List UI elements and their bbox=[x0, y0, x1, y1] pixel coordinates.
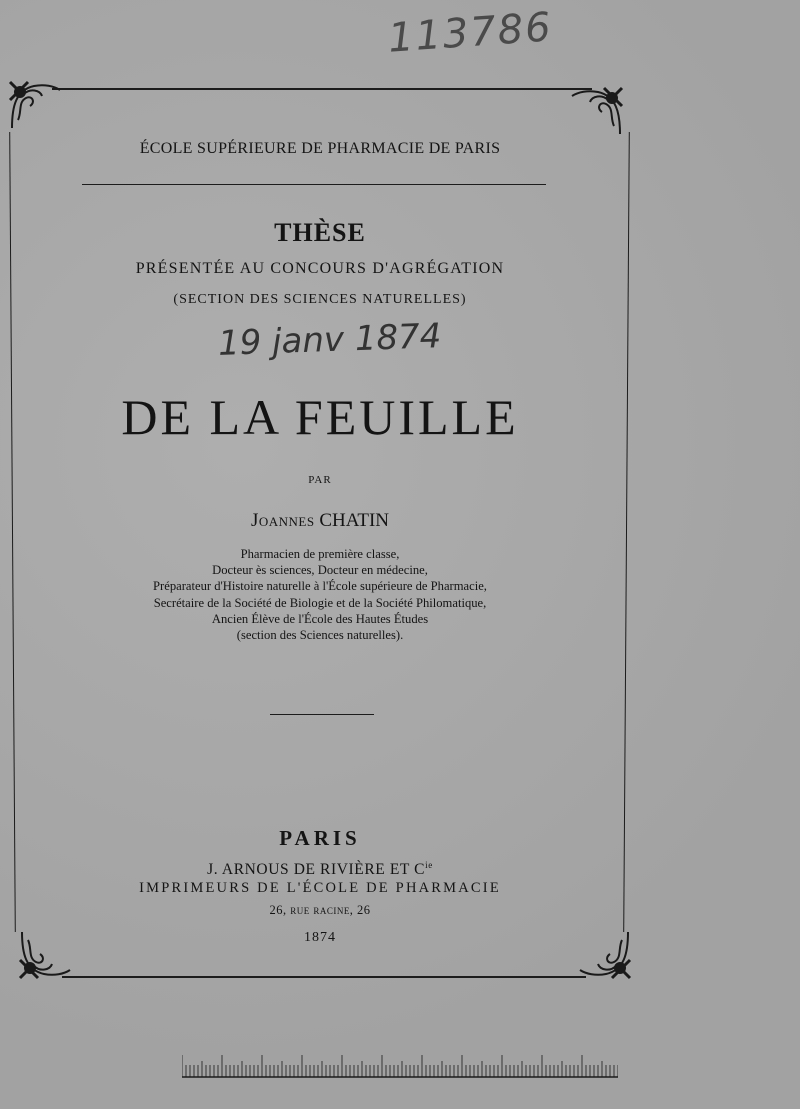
qualification-line: Préparateur d'Histoire naturelle à l'École supérieure de Pharmacie, bbox=[153, 579, 487, 594]
handwritten-date: 19 janv 1874 bbox=[217, 316, 442, 364]
qualification-line: (section des Sciences naturelles). bbox=[236, 628, 404, 643]
author-qualifications bbox=[0, 546, 640, 643]
corner-ornament-top-right-icon bbox=[568, 82, 628, 142]
qualification-line: Ancien Élève de l'École des Hautes Études bbox=[211, 611, 429, 626]
short-divider-rule bbox=[270, 714, 374, 715]
qualification-line: Docteur ès sciences, Docteur en médecine, bbox=[212, 563, 428, 578]
scale-ruler-icon bbox=[182, 1054, 618, 1078]
qualification-line: Pharmacien de première classe, bbox=[240, 547, 400, 561]
frame-border-top bbox=[52, 88, 592, 90]
author-first-name: Joannes bbox=[250, 510, 315, 531]
school-name: ÉCOLE SUPÉRIEURE DE PHARMACIE DE PARIS bbox=[139, 140, 501, 157]
author-last-name: CHATIN bbox=[319, 510, 390, 531]
imprint-city: PARIS bbox=[279, 826, 361, 850]
imprint-year: 1874 bbox=[304, 930, 336, 945]
divider-rule bbox=[82, 184, 546, 185]
author-name bbox=[0, 510, 640, 532]
imprint-publisher bbox=[0, 860, 640, 879]
accession-number: 113786 bbox=[386, 4, 555, 62]
by-label: PAR bbox=[308, 474, 332, 486]
publisher-name: J. ARNOUS DE RIVIÈRE ET C bbox=[207, 861, 426, 879]
frame-border-bottom bbox=[62, 976, 586, 978]
thesis-label: THÈSE bbox=[274, 218, 366, 247]
frame-border-right bbox=[623, 132, 630, 932]
thesis-section-line: (SECTION DES SCIENCES NATURELLES) bbox=[173, 292, 467, 307]
frame-border-left bbox=[9, 132, 16, 932]
corner-ornament-top-left-icon bbox=[4, 76, 64, 136]
thesis-presented-line: PRÉSENTÉE AU CONCOURS D'AGRÉGATION bbox=[135, 260, 505, 277]
imprint-address: 26, rue racine, 26 bbox=[269, 903, 371, 917]
imprint-printers: IMPRIMEURS DE L'ÉCOLE DE PHARMACIE bbox=[139, 880, 501, 896]
publisher-superscript: ie bbox=[425, 860, 433, 870]
page-title: DE LA FEUILLE bbox=[121, 389, 519, 445]
qualification-line: Secrétaire de la Société de Biologie et de la Société Philomatique, bbox=[153, 595, 487, 610]
